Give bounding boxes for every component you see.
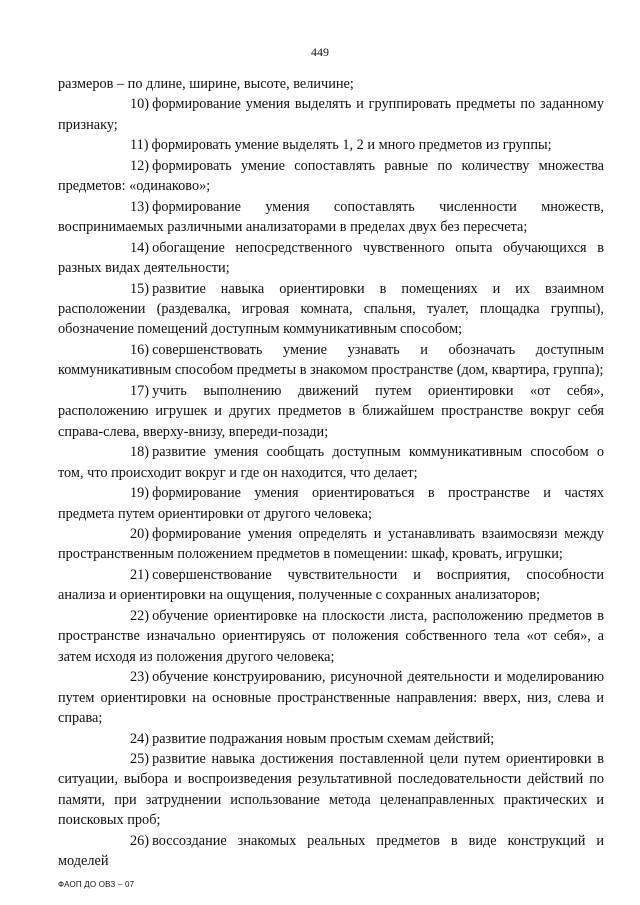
document-footer: ФАОП ДО ОВЗ – 07 — [58, 880, 135, 889]
list-item — [58, 483, 604, 524]
list-item-text: формировать умение выделять 1, 2 и много предметов из группы; — [151, 137, 552, 154]
list-item-text: совершенствование чувствительности и восприятия, способности анализа и ориентировки на ощущения, полученные с сохранных анализаторов; — [58, 566, 604, 604]
list-item-number: 21) — [130, 566, 150, 583]
list-item-text: обучение ориентировке на плоскости листа, расположению предметов в пространстве изначально ориентируясь от положения собственного тела «от себя», а затем исходя из положения другого человека; — [58, 607, 604, 665]
list-item — [58, 524, 604, 565]
list-item — [58, 831, 604, 872]
list-item-number: 12) — [130, 157, 150, 174]
list-item-text: формировать умение сопоставлять равные по количеству множества предметов: «одинаково»; — [58, 157, 604, 195]
list-item — [58, 749, 604, 831]
list-item-text: обучение конструированию, рисуночной деятельности и моделированию путем ориентировки на основные пространственные направления: вверх, низ, слева и справа; — [58, 669, 604, 727]
list-item-text: развитие навыка достижения поставленной цели путем ориентировки в ситуации, выбора и воспроизведения результативной последовательности действий по памяти, при затруднении использование метода целенаправленных практических и поисковых проб; — [58, 750, 604, 829]
list-item — [58, 442, 604, 483]
list-item-text: обогащение непосредственного чувственного опыта обучающихся в разных видах деятельности; — [58, 239, 604, 277]
list-item — [58, 667, 604, 728]
list-item-number: 13) — [130, 198, 150, 215]
list-item-number: 20) — [130, 525, 150, 542]
list-item-number: 25) — [130, 750, 150, 767]
list-item-text: развитие навыка ориентировки в помещениях и их взаимном расположении (раздевалка, игровая комната, спальня, туалет, площадка группы), обозначение помещений доступным коммуникативным способом; — [58, 280, 604, 338]
body-text — [58, 74, 604, 872]
list-item-text: развитие подражания новым простым схемам действий; — [152, 730, 495, 747]
list-item-number: 15) — [130, 280, 150, 297]
list-item — [58, 74, 604, 94]
list-item-number: 24) — [130, 730, 150, 747]
list-item — [58, 729, 604, 749]
list-item — [58, 238, 604, 279]
list-item-number: 11) — [130, 137, 149, 154]
list-item-text: учить выполнению движений путем ориентировки «от себя», расположению игрушек и других предметов в ближайшем пространстве вокруг себя справа-слева, вверху-внизу, впереди-позади; — [58, 382, 604, 440]
list-item-number: 16) — [130, 341, 150, 358]
list-item-number: 10) — [130, 96, 150, 113]
list-item — [58, 197, 604, 238]
list-item-number: 19) — [130, 485, 150, 502]
list-item — [58, 606, 604, 667]
list-item-text: формирование умения выделять и группировать предметы по заданному признаку; — [58, 96, 604, 133]
list-item-text: формирование умения ориентироваться в пространстве и частях предмета путем ориентировки от другого человека; — [58, 485, 604, 522]
list-item-number: 26) — [130, 832, 150, 849]
list-item-text: воссоздание знакомых реальных предметов в виде конструкций и моделей — [58, 832, 604, 870]
list-item-text: формирование умения сопоставлять численности множеств, воспринимаемых различными анализаторами в пределах двух без пересчета; — [58, 198, 604, 236]
list-item-number: 22) — [130, 607, 150, 624]
list-item-text: размеров – по длине, ширине, высоте, величине; — [58, 76, 354, 92]
list-item-text: совершенствовать умение узнавать и обозначать доступным коммуникативным способом предметы в знакомом пространстве (дом, квартира, группа); — [58, 341, 604, 379]
list-item-number: 23) — [130, 669, 150, 686]
list-item — [58, 340, 604, 381]
list-item — [58, 279, 604, 340]
list-item — [58, 135, 604, 155]
list-item — [58, 156, 604, 197]
list-item — [58, 94, 604, 135]
list-item — [58, 381, 604, 442]
page-number: 449 — [311, 45, 329, 59]
list-item-number: 18) — [130, 444, 150, 461]
list-item-number: 17) — [130, 382, 150, 399]
list-item-number: 14) — [130, 239, 150, 256]
list-item-text: развитие умения сообщать доступным коммуникативным способом о том, что происходит вокруг и где он находится, что делает; — [58, 444, 604, 481]
list-item-text: формирование умения определять и устанавливать взаимосвязи между пространственным положением предметов в помещении: шкаф, кровать, игрушки; — [58, 525, 604, 563]
list-item — [58, 565, 604, 606]
